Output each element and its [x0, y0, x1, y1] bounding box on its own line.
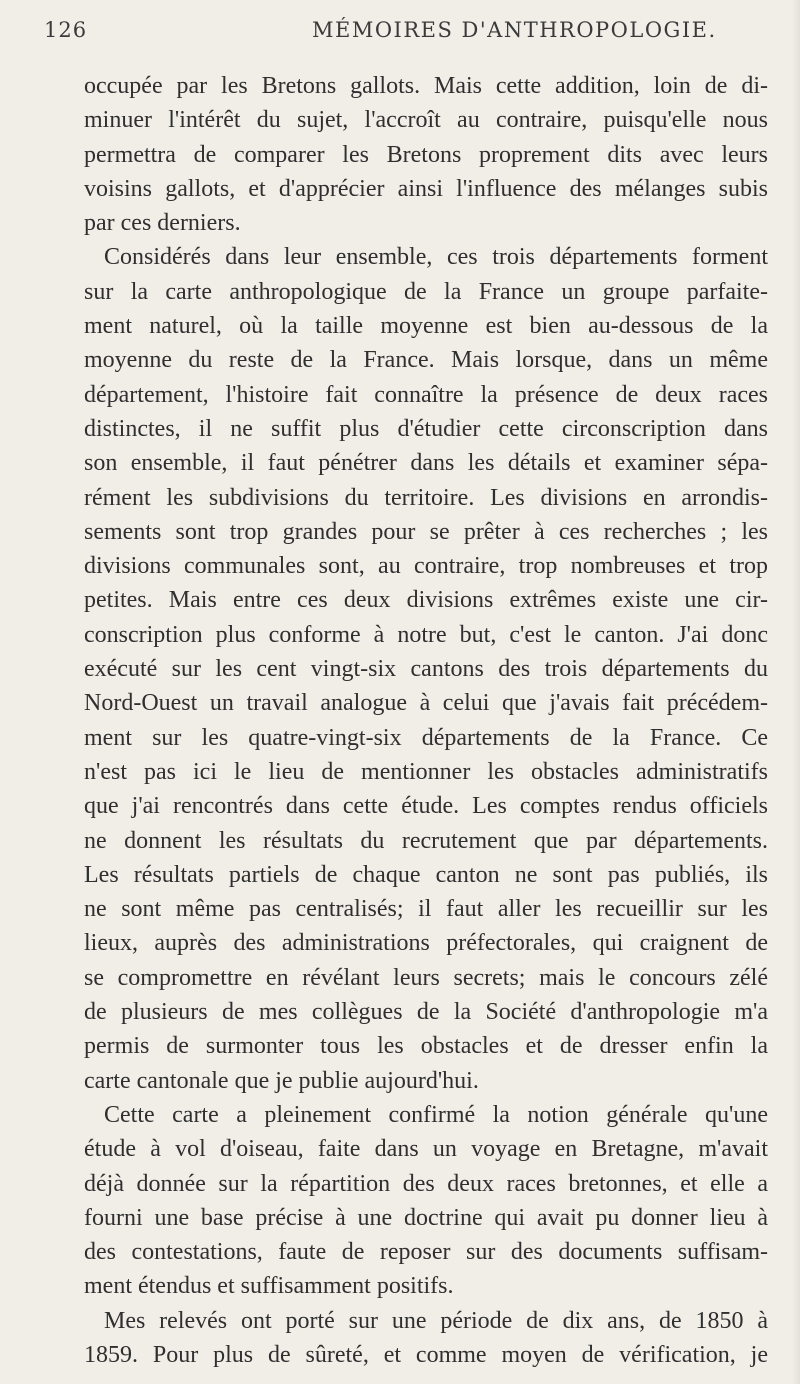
page-number: 126 [44, 18, 88, 42]
text-line: de plusieurs de mes collègues de la Société d'anthropologie m'a [84, 999, 768, 1026]
body-text [84, 69, 768, 1372]
text-line: Mes relevés ont porté sur une période de dix ans, de 1850 à [104, 1307, 768, 1334]
text-line: ment étendus et suffisamment positifs. [84, 1273, 454, 1300]
text-line: conscription plus conforme à notre but, c'est le canton. J'ai donc [84, 621, 768, 648]
text-line: Nord-Ouest un travail analogue à celui que j'avais fait précédem- [84, 690, 768, 717]
text-line: occupée par les Bretons gallots. Mais cette addition, loin de di- [84, 73, 768, 99]
text-line: petites. Mais entre ces deux divisions extrêmes existe une cir- [84, 587, 768, 614]
text-line: Considérés dans leur ensemble, ces trois départements forment [104, 244, 768, 271]
running-head: MÉMOIRES D'ANTHROPOLOGIE. [312, 18, 717, 42]
text-line: ne sont même pas centralisés; il faut aller les recueillir sur les [84, 896, 768, 923]
text-line: minuer l'intérêt du sujet, l'accroît au contraire, puisqu'elle nous [84, 107, 768, 134]
page-header [0, 8, 800, 44]
text-line: Cette carte a pleinement confirmé la notion générale qu'une [104, 1101, 768, 1128]
text-line: rément les subdivisions du territoire. Les divisions en arrondis- [84, 484, 768, 511]
text-line: divisions communales sont, au contraire, trop nombreuses et trop [84, 553, 768, 580]
text-line: distinctes, il ne suffit plus d'étudier cette circonscription dans [84, 415, 768, 442]
text-line: moyenne du reste de la France. Mais lorsque, dans un même [84, 347, 768, 374]
text-line: fourni une base précise à une doctrine qui avait pu donner lieu à [84, 1204, 768, 1231]
text-line: exécuté sur les cent vingt-six cantons des trois départements du [84, 656, 768, 683]
text-line: sements sont trop grandes pour se prêter à ces recherches ; les [84, 518, 768, 545]
text-line: ment naturel, où la taille moyenne est bien au-dessous de la [84, 313, 768, 340]
text-line: se compromettre en révélant leurs secrets; mais le concours zélé [84, 964, 768, 991]
text-line: lieux, auprès des administrations préfectorales, qui craignent de [84, 930, 768, 957]
text-line: voisins gallots, et d'apprécier ainsi l'influence des mélanges subis [84, 175, 768, 202]
text-line: 1859. Pour plus de sûreté, et comme moyen de vérification, je [84, 1341, 768, 1368]
text-line: par ces derniers. [84, 210, 241, 237]
text-line: département, l'histoire fait connaître la présence de deux races [84, 381, 768, 408]
page-edge-shadow [792, 0, 800, 1384]
text-line: son ensemble, il faut pénétrer dans les détails et examiner sépa- [84, 450, 768, 477]
text-line: déjà donnée sur la répartition des deux races bretonnes, et elle a [84, 1170, 768, 1197]
text-line: ment sur les quatre-vingt-six départements de la France. Ce [84, 724, 768, 751]
text-line: des contestations, faute de reposer sur des documents suffisam- [84, 1239, 768, 1266]
text-line: carte cantonale que je publie aujourd'hui. [84, 1067, 479, 1094]
text-line: permettra de comparer les Bretons proprement dits avec leurs [84, 141, 768, 168]
text-line: sur la carte anthropologique de la France un groupe parfaite- [84, 278, 768, 305]
text-line: Les résultats partiels de chaque canton ne sont pas publiés, ils [84, 861, 768, 888]
text-line: ne donnent les résultats du recrutement que par départements. [84, 827, 768, 854]
text-line: que j'ai rencontrés dans cette étude. Les comptes rendus officiels [84, 793, 768, 820]
text-line: permis de surmonter tous les obstacles et de dresser enfin la [84, 1033, 768, 1060]
text-line: n'est pas ici le lieu de mentionner les obstacles administratifs [84, 758, 768, 785]
text-line: étude à vol d'oiseau, faite dans un voyage en Bretagne, m'avait [84, 1136, 768, 1163]
